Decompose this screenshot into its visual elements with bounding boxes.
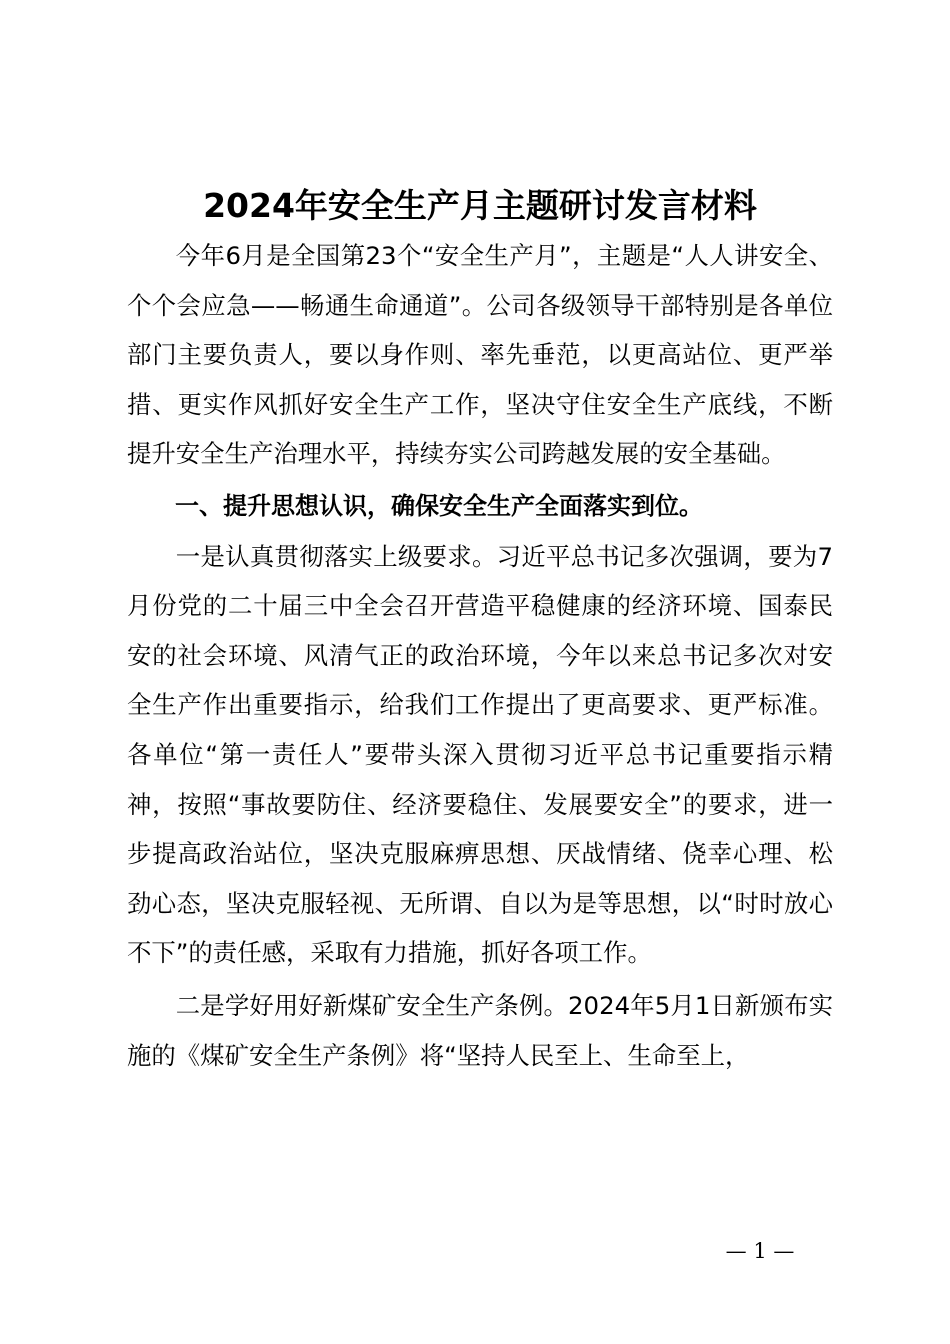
document-body	[127, 183, 833, 1080]
section-heading: 一、提升思想认识，确保安全生产全面落实到位。	[175, 491, 703, 520]
body-paragraph-1: 一是认真贯彻落实上级要求。习近平总书记多次强调，要为7月份党的二十届三中全会召开营造平稳健康的经济环境、国泰民安的社会环境、风清气正的政治环境，今年以来总书记多次对安全生产作出重要指示，给我们工作提出了更高要求、更严标准。各单位“第一责任人”要带头深入贯彻习近平总书记重要指示精神，按照“事故要防住、经济要稳住、发展要安全”的要求，进一步提高政治站位，坚决克服麻痹思想、厌战情绪、侥幸心理、松劲心态，坚决克服轻视、无所谓、自以为是等思想，以“时时放心不下”的责任感，采取有力措施，抓好各项工作。	[127, 541, 833, 968]
body-paragraph-2: 二是学好用好新煤矿安全生产条例。2024年5月1日新颁布实施的《煤矿安全生产条例》将“坚持人民至上、生命至上，	[127, 990, 833, 1070]
intro-paragraph: 今年6月是全国第23个“安全生产月”，主题是“人人讲安全、个个会应急——畅通生命通道”。公司各级领导干部特别是各单位部门主要负责人，要以身作则、率先垂范，以更高站位、更严举措、更实作风抓好安全生产工作，坚决守住安全生产底线，不断提升安全生产治理水平，持续夯实公司跨越发展的安全基础。	[127, 241, 833, 469]
page-number: — 1 —	[725, 1239, 795, 1263]
document-title: 2024年安全生产月主题研讨发言材料	[203, 186, 757, 225]
